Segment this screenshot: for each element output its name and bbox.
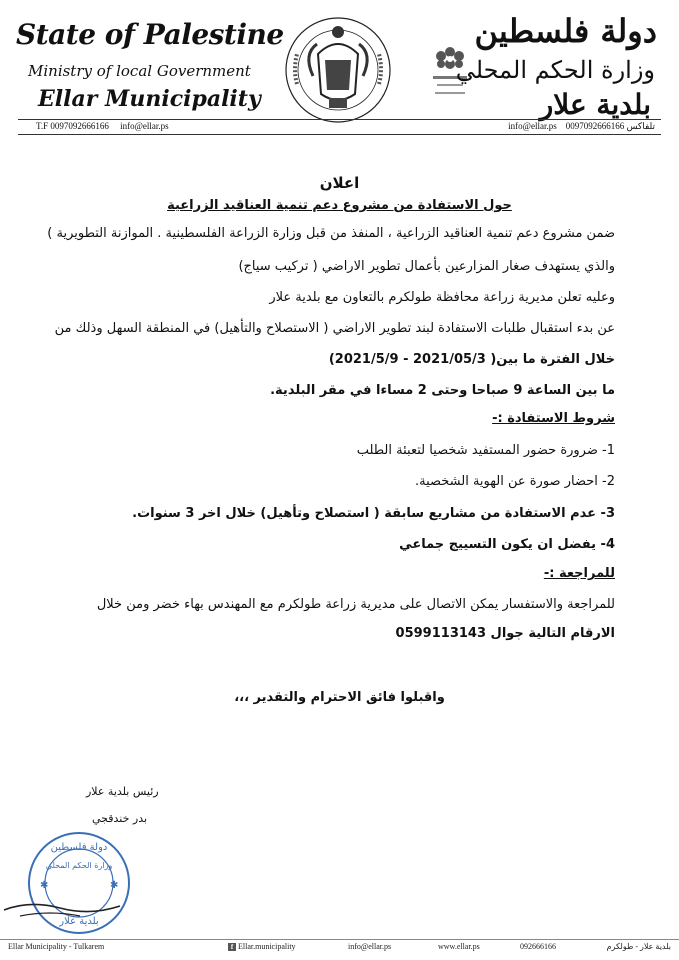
header-email-left: info@ellar.ps (120, 121, 169, 131)
header-contact-right (508, 121, 655, 132)
header-contact-left (36, 121, 169, 131)
stamp-bottom-text: بلدية علار (59, 916, 99, 927)
paragraph-line-1: ضمن مشروع دعم تنمية العناقيد الزراعية ، المنفذ من قبل وزارة الزراعة الفلسطينية . الموازنة التطويرية ) (47, 226, 615, 241)
footer-arabic-municipality: بلدية علار - طولكرم (606, 942, 671, 951)
footer-phone: 092666166 (520, 942, 556, 951)
svg-text:✱: ✱ (40, 880, 49, 891)
signature-title: رئيس بلدية علار (86, 785, 159, 798)
signature-name: بدر خندقجي (92, 812, 148, 825)
review-heading: للمراجعة :- (543, 566, 615, 581)
footer-facebook (228, 942, 296, 951)
announcement-title: اعلان (319, 174, 360, 192)
review-line-1: للمراجعة والاستفسار يمكن الاتصال على مديرية زراعة طولكرم مع المهندس بهاء خضر ومن خلال (96, 597, 615, 612)
paragraph-line-2: والذي يستهدف صغار المزارعين بأعمال تطوير الاراضي ( تركيب سياج) (238, 259, 615, 274)
paragraph-line-4: عن بدء استقبال طلبات الاستفادة لبند تطوير الاراضي ( الاستصلاح والتأهيل) في المنطقة السهل وذلك من (54, 321, 615, 336)
condition-item-1: 1- ضرورة حضور المستفيد شخصيا لتعبئة الطلب (356, 443, 615, 458)
header-fax-label: تلفاكس (626, 121, 655, 131)
arabic-state-title: دولة فلسطين (474, 12, 657, 50)
footer-rule (0, 939, 679, 940)
header-rule-top (18, 119, 661, 120)
header-phone-left: T.F 0097092666166 (36, 121, 109, 131)
arabic-municipality-line: بلدية علار (539, 88, 651, 121)
english-state-title: State of Palestine (16, 18, 284, 51)
announcement-subtitle: حول الاستفادة من مشروع دعم تنمية العناقيد الزراعية (167, 198, 512, 213)
paragraph-line-6: ما بين الساعة 9 صباحا وحتى 2 مساءا في مقر البلدية. (270, 383, 615, 398)
stamp-top-text: دولة فلسطين (50, 842, 108, 853)
review-line-2: الارقام التالية جوال 0599113143 (395, 626, 615, 641)
header-phone-right: 0097092666166 (565, 121, 625, 131)
header-rule-bottom (18, 134, 661, 135)
svg-text:✱: ✱ (110, 880, 119, 891)
header-email-right: info@ellar.ps (508, 121, 557, 131)
footer-email: info@ellar.ps (348, 942, 392, 951)
footer-municipality: Ellar Municipality - Tulkarem (8, 942, 105, 951)
paragraph-line-5: خلال الفترة ما بين( 2021/05/3 - 2021/5/9) (328, 352, 615, 367)
footer-website: www.ellar.ps (438, 942, 480, 951)
palestine-emblem-icon (283, 14, 393, 126)
facebook-icon: f (228, 943, 236, 951)
condition-item-2: 2- احضار صورة عن الهوية الشخصية. (414, 474, 615, 489)
english-municipality-line: Ellar Municipality (38, 86, 261, 112)
condition-item-3: 3- عدم الاستفادة من مشاريع سابقة ( استصلاح وتأهيل) خلال اخر 3 سنوات. (132, 506, 615, 521)
stamp-mid-text: وزارة الحكم المحلي (45, 861, 113, 870)
arabic-ministry-line: وزارة الحكم المحلي (455, 56, 655, 84)
closing-line: واقبلوا فائق الاحترام والتقدير ،،، (234, 690, 445, 705)
footer-facebook-handle: Ellar.municipality (238, 942, 296, 951)
english-ministry-line: Ministry of local Government (28, 62, 251, 80)
condition-item-4: 4- يفضل ان يكون التسييج جماعي (399, 537, 615, 552)
handwritten-signature (0, 880, 140, 930)
conditions-heading: شروط الاستفادة :- (492, 411, 615, 426)
paragraph-line-3: وعليه تعلن مديرية زراعة محافظة طولكرم بالتعاون مع بلدية علار (269, 290, 615, 305)
